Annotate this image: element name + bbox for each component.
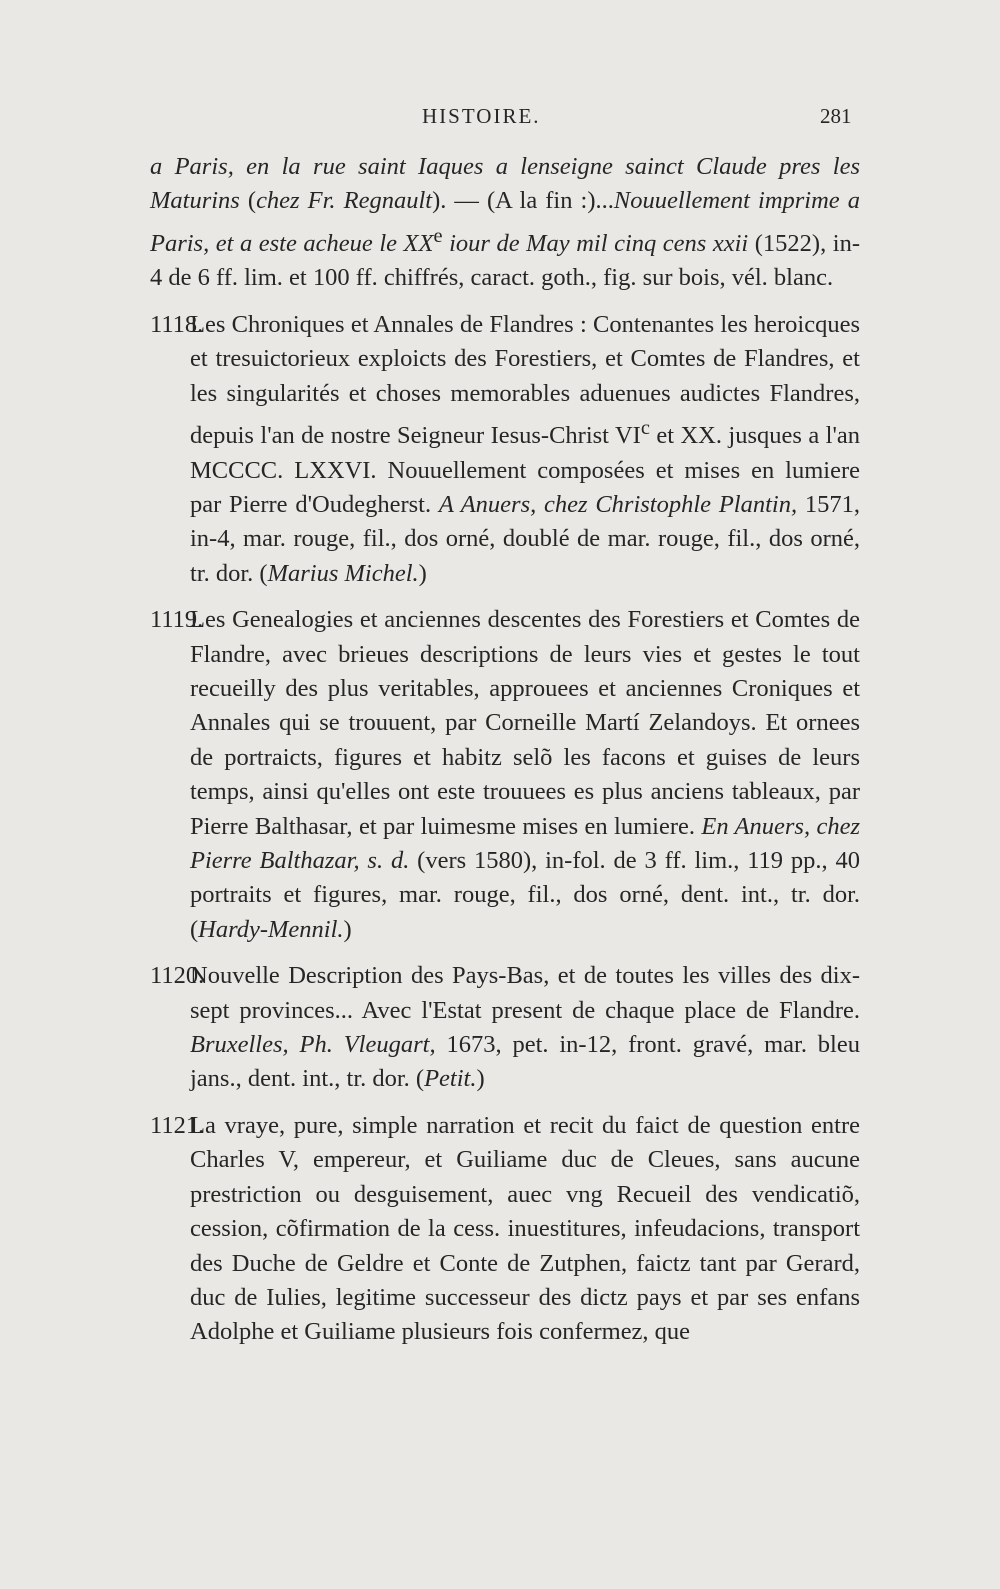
continuation-paragraph	[150, 150, 860, 296]
catalog-entry-1121	[150, 1109, 860, 1350]
text-run: )	[343, 915, 352, 943]
binder: Hardy-Mennil.	[198, 915, 344, 943]
running-head	[0, 104, 1000, 134]
binder: Marius Michel.	[267, 559, 419, 587]
running-title: HISTOIRE.	[422, 104, 541, 128]
entry-title: Les Chroniques et Annales de Flandres : Contenantes les heroicques et tresuictorieux exploicts des Forestiers, et Comtes de Flandres, et les singularités et choses memorables aduenues audictes Flandres, depuis l'an de nostre Seigneur Iesus-Christ VI	[190, 310, 860, 450]
description-text: 1673, pet. in-12, front. gravé, mar. bleu jans., dent. int., tr. dor. (	[190, 1031, 860, 1093]
catalog-entry-1120	[150, 959, 860, 1097]
imprint: En Anuers, chez Pierre Balthazar, s. d.	[190, 812, 860, 875]
entry-number: 1119.	[150, 606, 204, 634]
page-number: 281	[820, 104, 852, 128]
entry-title: Les Genealogies et anciennes descentes des Forestiers et Comtes de Flandre, avec brieues descriptions de leurs vies et gestes le tout recueilly des plus veritables, approuees et anciennes Croniques et Annales qui se trouuent, par Corneille Martí Zelandoys. Et ornees de portraicts, figures et habitz selõ les facons et guises de leurs temps, ainsi qu'elles ont este trouuees es plus anciens tableaux, par Pierre Balthasar, et par luimesme mises en lumiere.	[190, 606, 860, 840]
colophon-text-end: iour de May mil cinq cens xxii	[442, 229, 749, 257]
imprint: A Anuers, chez Christophle Plantin,	[438, 490, 798, 518]
superscript: e	[433, 224, 443, 247]
text-run: )	[418, 559, 427, 587]
colophon-text: Nouuellement imprime a Paris, et a este acheue le XX	[150, 187, 860, 257]
entry-number: 1118.	[150, 310, 204, 338]
body-text	[150, 150, 860, 1362]
catalog-entry-1118	[150, 308, 860, 591]
printer-name: chez Fr. Regnault	[256, 187, 433, 215]
binder: Petit.	[424, 1065, 477, 1093]
entry-title-cont: et XX. jusques a l'an MCCCC. LXXVI. Nouuellement composées et mises en lumiere par Pierre d'Oudegherst.	[190, 422, 860, 518]
text-run: ). — (A la fin :)...	[432, 187, 614, 215]
entry-title: La vraye, pure, simple narration et recit du faict de question entre Charles V, empereur, et Guiliame duc de Cleues, sans aucune prestriction ou desguisement, auec vng Recueil des vendicatiõ, cession, cõfirmation de la cess. inuestitures, infeudacions, transport des Duche de Geldre et Conte de Zutphen, faictz tant par Gerard, duc de Iulies, legitime successeur des dictz pays et par ses enfans Adolphe et Guiliame plusieurs fois confermez, que	[190, 1111, 860, 1346]
entry-number: 1121.	[150, 1111, 205, 1139]
superscript: c	[640, 417, 650, 439]
imprint: Bruxelles, Ph. Vleugart,	[190, 1031, 436, 1059]
description-text: (1522), in-4 de 6 ff. lim. et 100 ff. chiffrés, caract. goth., fig. sur bois, vél. blanc.	[150, 229, 860, 292]
text-run: )	[476, 1065, 485, 1093]
entry-number: 1120.	[150, 962, 205, 990]
description-text: 1571, in-4, mar. rouge, fil., dos orné, doublé de mar. rouge, fil., dos orné, tr. dor. (	[190, 490, 860, 587]
entry-title: Nouvelle Description des Pays-Bas, et de toutes les villes des dix-sept provinces... Avec l'Estat present de chaque place de Flandre.	[190, 962, 860, 1024]
catalog-entry-1119	[150, 603, 860, 947]
description-text: (vers 1580), in-fol. de 3 ff. lim., 119 pp., 40 portraits et figures, mar. rouge, fil., dos orné, dent. int., tr. dor. (	[190, 847, 861, 943]
text-run: (	[239, 187, 257, 215]
imprint-text: a Paris, en la rue saint Iaques a lenseigne sainct Claude pres les Maturins	[150, 153, 860, 215]
